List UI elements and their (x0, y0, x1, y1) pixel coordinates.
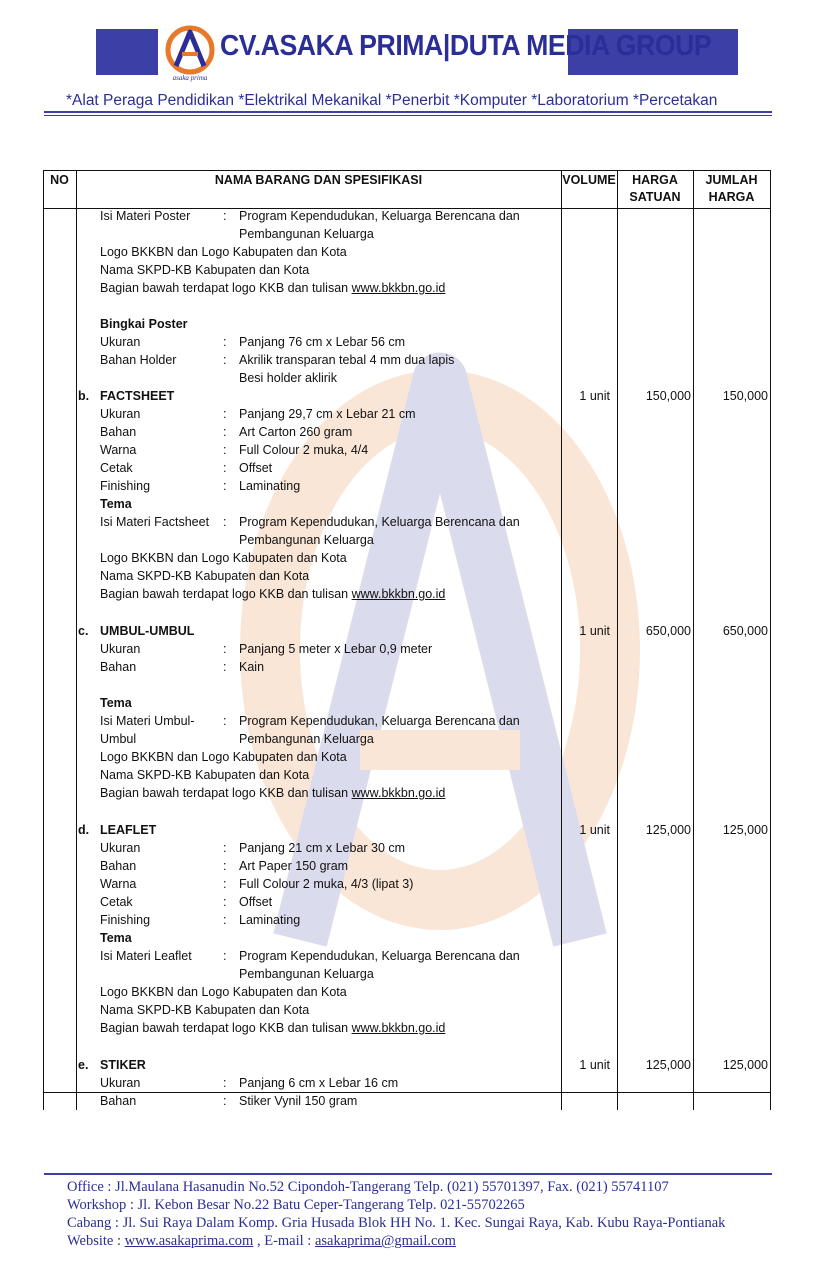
header-divider-thin (44, 115, 772, 116)
separator: : (223, 353, 227, 367)
footer-email-link[interactable]: asakaprima@gmail.com (314, 1233, 456, 1249)
separator: : (223, 895, 227, 909)
poster-url-link[interactable]: www.bkkbn.go.id (351, 281, 446, 295)
umbul-nama: Nama SKPD-KB Kabupaten dan Kota (100, 768, 310, 782)
umbul-no: c. (78, 624, 89, 638)
header-jumlah-2: HARGA (708, 190, 755, 204)
separator: : (223, 913, 227, 927)
factsheet-ukuran-label: Ukuran (100, 407, 141, 421)
separator: : (223, 1094, 227, 1108)
leaflet-no: d. (78, 823, 90, 837)
leaflet-isi-label: Isi Materi Leaflet (100, 949, 192, 963)
separator: : (223, 515, 227, 529)
separator: : (223, 642, 227, 656)
table-row-divider (43, 1092, 771, 1093)
table-border-top (43, 170, 771, 171)
table-col-divider (43, 170, 44, 1110)
factsheet-nama: Nama SKPD-KB Kabupaten dan Kota (100, 569, 310, 583)
factsheet-logo: Logo BKKBN dan Logo Kabupaten dan Kota (100, 551, 347, 565)
company-logo (162, 24, 218, 82)
umbul-bahan: Kain (239, 660, 265, 674)
stiker-bahan: Stiker Vynil 150 gram (239, 1094, 358, 1108)
factsheet-volume: 1 unit (579, 389, 610, 403)
factsheet-isi-2: Pembangunan Keluarga (239, 533, 374, 547)
poster-isi-label: Isi Materi Poster (100, 209, 191, 223)
leaflet-title: LEAFLET (100, 823, 157, 837)
separator: : (223, 1076, 227, 1090)
header-divider (44, 111, 772, 113)
poster-isi-1: Program Kependudukan, Keluarga Berencana dan (239, 209, 520, 223)
umbul-jumlah: 650,000 (722, 624, 768, 638)
umbul-isi-2: Pembangunan Keluarga (239, 732, 374, 746)
separator: : (223, 877, 227, 891)
separator: : (223, 443, 227, 457)
poster-nama: Nama SKPD-KB Kabupaten dan Kota (100, 263, 310, 277)
factsheet-bagian (100, 585, 445, 603)
stiker-bahan-label: Bahan (100, 1094, 137, 1108)
umbul-ukuran-label: Ukuran (100, 642, 141, 656)
umbul-logo: Logo BKKBN dan Logo Kabupaten dan Kota (100, 750, 347, 764)
stiker-volume: 1 unit (579, 1058, 610, 1072)
factsheet-ukuran: Panjang 29,7 cm x Lebar 21 cm (239, 407, 416, 421)
leaflet-tema: Tema (100, 931, 132, 945)
umbul-isi-label-2: Umbul (100, 732, 137, 746)
table-col-divider (693, 170, 694, 1110)
separator: : (223, 949, 227, 963)
umbul-ukuran: Panjang 5 meter x Lebar 0,9 meter (239, 642, 433, 656)
table-col-divider (561, 170, 562, 1110)
footer-contact (67, 1233, 456, 1250)
factsheet-warna: Full Colour 2 muka, 4/4 (239, 443, 369, 457)
umbul-bahan-label: Bahan (100, 660, 137, 674)
umbul-isi-label-1: Isi Materi Umbul- (100, 714, 195, 728)
factsheet-bagian-text: Bagian bawah terdapat logo KKB dan tulisan (100, 587, 352, 601)
footer-workshop: Workshop : Jl. Kebon Besar No.22 Batu Ceper-Tangerang Telp. 021-55702265 (67, 1197, 525, 1213)
header-no: NO (50, 173, 69, 187)
footer-office: Office : Jl.Maulana Hasanudin No.52 Cipondoh-Tangerang Telp. (021) 55701397, Fax. (021) 55741107 (67, 1179, 669, 1195)
factsheet-jumlah: 150,000 (722, 389, 768, 403)
company-tagline: *Alat Peraga Pendidikan *Elektrikal Mekanikal *Penerbit *Komputer *Laboratorium *Percetakan (66, 92, 718, 109)
poster-logo: Logo BKKBN dan Logo Kabupaten dan Kota (100, 245, 347, 259)
leaflet-isi-2: Pembangunan Keluarga (239, 967, 374, 981)
leaflet-nama: Nama SKPD-KB Kabupaten dan Kota (100, 1003, 310, 1017)
leaflet-ukuran-label: Ukuran (100, 841, 141, 855)
leaflet-bahan: Art Paper 150 gram (239, 859, 349, 873)
bingkai-holder-1: Akrilik transparan tebal 4 mm dua lapis (239, 353, 455, 367)
header-volume: VOLUME (562, 173, 616, 187)
leaflet-jumlah: 125,000 (722, 823, 768, 837)
stiker-no: e. (78, 1058, 89, 1072)
factsheet-title: FACTSHEET (100, 389, 175, 403)
stiker-ukuran-label: Ukuran (100, 1076, 141, 1090)
bingkai-holder-label: Bahan Holder (100, 353, 177, 367)
separator: : (223, 714, 227, 728)
separator: : (223, 859, 227, 873)
umbul-url-link[interactable]: www.bkkbn.go.id (351, 786, 446, 800)
factsheet-bahan: Art Carton 260 gram (239, 425, 353, 439)
footer-email-label: , E-mail : (253, 1233, 315, 1249)
separator: : (223, 425, 227, 439)
table-col-divider (617, 170, 618, 1110)
leaflet-warna: Full Colour 2 muka, 4/3 (lipat 3) (239, 877, 414, 891)
factsheet-tema: Tema (100, 497, 132, 511)
factsheet-finishing-label: Finishing (100, 479, 151, 493)
factsheet-url-link[interactable]: www.bkkbn.go.id (351, 587, 446, 601)
leaflet-finishing: Laminating (239, 913, 301, 927)
umbul-bagian-text: Bagian bawah terdapat logo KKB dan tulisan (100, 786, 352, 800)
poster-bagian (100, 279, 445, 297)
separator: : (223, 660, 227, 674)
leaflet-cetak: Offset (239, 895, 273, 909)
header-name: NAMA BARANG DAN SPESIFIKASI (214, 173, 423, 187)
umbul-title: UMBUL-UMBUL (100, 624, 195, 638)
stiker-title: STIKER (100, 1058, 146, 1072)
poster-isi-2: Pembangunan Keluarga (239, 227, 374, 241)
header-jumlah-1: JUMLAH (705, 173, 758, 187)
factsheet-isi-1: Program Kependudukan, Keluarga Berencana dan (239, 515, 520, 529)
stiker-jumlah: 125,000 (722, 1058, 768, 1072)
umbul-bagian (100, 784, 445, 802)
bingkai-holder-2: Besi holder aklirik (239, 371, 337, 385)
poster-bagian-text: Bagian bawah terdapat logo KKB dan tulisan (100, 281, 352, 295)
separator: : (223, 841, 227, 855)
table-col-divider (76, 170, 77, 1110)
separator: : (223, 209, 227, 223)
leaflet-bagian-text: Bagian bawah terdapat logo KKB dan tulisan (100, 1021, 352, 1035)
svg-text:asaka prima: asaka prima (172, 74, 208, 82)
umbul-volume: 1 unit (579, 624, 610, 638)
factsheet-no: b. (78, 389, 90, 403)
leaflet-harga: 125,000 (645, 823, 691, 837)
header-bar-left (96, 29, 158, 75)
umbul-isi-1: Program Kependudukan, Keluarga Berencana dan (239, 714, 520, 728)
leaflet-finishing-label: Finishing (100, 913, 151, 927)
factsheet-finishing: Laminating (239, 479, 301, 493)
separator: : (223, 479, 227, 493)
bingkai-ukuran-label: Ukuran (100, 335, 141, 349)
leaflet-url-link[interactable]: www.bkkbn.go.id (351, 1021, 446, 1035)
bingkai-ukuran: Panjang 76 cm x Lebar 56 cm (239, 335, 406, 349)
separator: : (223, 335, 227, 349)
factsheet-warna-label: Warna (100, 443, 137, 457)
header-harga-1: HARGA (632, 173, 678, 187)
leaflet-volume: 1 unit (579, 823, 610, 837)
separator: : (223, 407, 227, 421)
leaflet-bahan-label: Bahan (100, 859, 137, 873)
leaflet-logo: Logo BKKBN dan Logo Kabupaten dan Kota (100, 985, 347, 999)
factsheet-harga: 150,000 (645, 389, 691, 403)
footer-website-label: Website : (67, 1233, 125, 1249)
factsheet-cetak-label: Cetak (100, 461, 133, 475)
footer-cabang: Cabang : Jl. Sui Raya Dalam Komp. Gria Husada Blok HH No. 1. Kec. Sungai Raya, Kab. Kubu Raya-Pontianak (67, 1215, 726, 1231)
factsheet-cetak: Offset (239, 461, 273, 475)
stiker-harga: 125,000 (645, 1058, 691, 1072)
leaflet-bagian (100, 1019, 445, 1037)
factsheet-bahan-label: Bahan (100, 425, 137, 439)
leaflet-isi-1: Program Kependudukan, Keluarga Berencana dan (239, 949, 520, 963)
separator: : (223, 461, 227, 475)
company-name: CV.ASAKA PRIMA|DUTA MEDIA GROUP (220, 30, 712, 62)
leaflet-cetak-label: Cetak (100, 895, 133, 909)
table-col-divider (770, 170, 771, 1110)
leaflet-ukuran: Panjang 21 cm x Lebar 30 cm (239, 841, 406, 855)
umbul-harga: 650,000 (645, 624, 691, 638)
leaflet-warna-label: Warna (100, 877, 137, 891)
header-harga-2: SATUAN (629, 190, 681, 204)
footer-divider (44, 1173, 772, 1175)
bingkai-title: Bingkai Poster (100, 317, 188, 331)
spec-table (43, 170, 771, 1110)
footer-website-link[interactable]: www.asakaprima.com (124, 1233, 254, 1249)
umbul-tema: Tema (100, 696, 132, 710)
factsheet-isi-label: Isi Materi Factsheet (100, 515, 210, 529)
stiker-ukuran: Panjang 6 cm x Lebar 16 cm (239, 1076, 399, 1090)
